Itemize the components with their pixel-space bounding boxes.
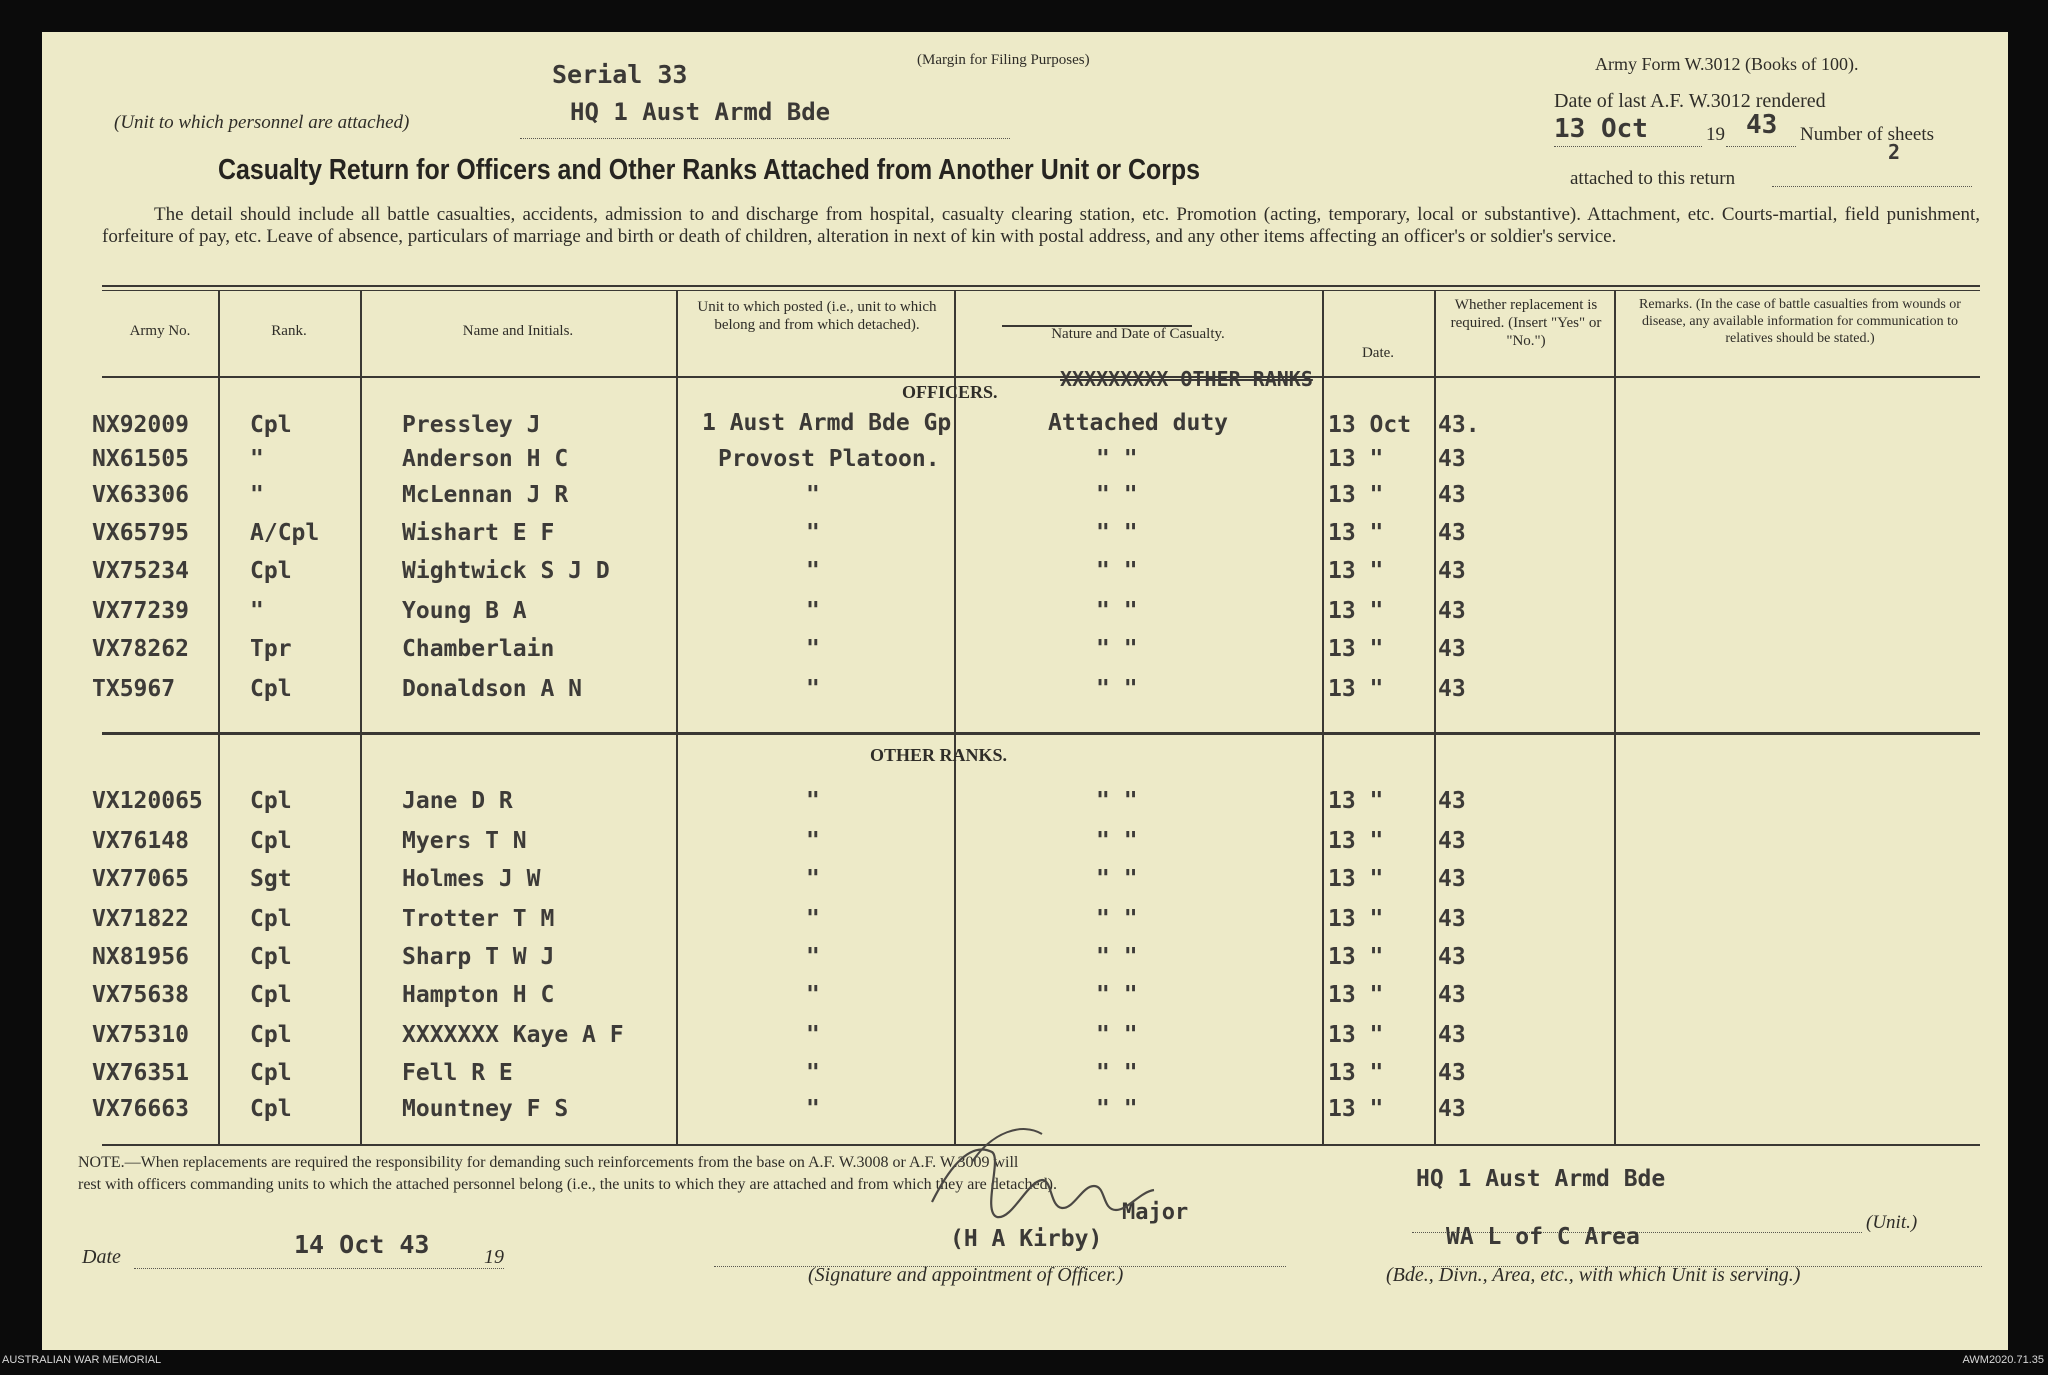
- unit-second: Provost Platoon.: [718, 446, 940, 472]
- col-divider: [1434, 290, 1436, 1144]
- rank-cell: Cpl: [250, 982, 292, 1008]
- year-cell: 43: [1438, 598, 1466, 624]
- name-cell: Donaldson A N: [402, 676, 583, 702]
- year-line: [1726, 142, 1796, 147]
- name-cell: Trotter T M: [402, 906, 555, 932]
- archive-credit: AUSTRALIAN WAR MEMORIAL: [2, 1354, 162, 1366]
- rank-cell: ": [250, 446, 264, 472]
- rank-cell: Cpl: [250, 676, 292, 702]
- army-no-cell: VX120065: [92, 788, 203, 814]
- date-cell: 13 ": [1328, 866, 1384, 892]
- note-line-1: NOTE.—When replacements are required the responsibility for demanding such reinforcements from the base on A.F. W.3008 or A.F. W.3009 will: [78, 1154, 1019, 1171]
- date-line: [134, 1264, 504, 1269]
- year-cell: 43: [1438, 866, 1466, 892]
- margin-note: (Margin for Filing Purposes): [917, 52, 1090, 68]
- rank-cell: Cpl: [250, 1022, 292, 1048]
- unit-cell: ": [806, 906, 820, 932]
- rank-cell: Cpl: [250, 828, 292, 854]
- other-ranks-heading: OTHER RANKS.: [870, 745, 1008, 765]
- signature-caption: (Signature and appointment of Officer.): [808, 1264, 1124, 1286]
- name-cell: Anderson H C: [402, 446, 569, 472]
- date-cell: 13 ": [1328, 520, 1384, 546]
- instructions: The detail should include all battle casualties, accidents, admission to and discharge from hospital, casualty clearing station, etc. Promotion (acting, temporary, local or substantive). Attachment, etc. Courts-martial, field punishment, forfeiture of pay, etc. Leave of absence, particulars of marriage and birth or death of children, alteration in next of kin with postal address, and any other items affecting an officer's or soldier's service.: [102, 204, 1980, 247]
- nature-cell: " ": [1096, 636, 1138, 662]
- nature-cell: " ": [1096, 676, 1138, 702]
- army-no-cell: TX5967: [92, 676, 176, 702]
- year-cell: 43.: [1438, 412, 1480, 438]
- unit-cell: ": [806, 1060, 820, 1086]
- footer-unit-caption: (Unit.): [1866, 1212, 1918, 1233]
- header-date: Date.: [1361, 345, 1395, 361]
- nature-cell: " ": [1096, 982, 1138, 1008]
- year-cell: 43: [1438, 520, 1466, 546]
- nature-cell: " ": [1096, 788, 1138, 814]
- name-cell: Mountney F S: [402, 1096, 569, 1122]
- army-no-cell: NX92009: [92, 412, 189, 438]
- col-divider: [1322, 290, 1324, 1144]
- army-no-cell: VX77239: [92, 598, 189, 624]
- year-cell: 43: [1438, 828, 1466, 854]
- date-value: 14 Oct 43: [294, 1230, 430, 1259]
- nature-cell: " ": [1096, 446, 1138, 472]
- year-label: 19: [1706, 124, 1725, 145]
- name-cell: McLennan J R: [402, 482, 569, 508]
- col-divider: [954, 290, 956, 1144]
- name-cell: Fell R E: [402, 1060, 513, 1086]
- rank-cell: Cpl: [250, 412, 292, 438]
- table-top-rule: [102, 285, 1980, 287]
- army-no-cell: VX78262: [92, 636, 189, 662]
- attached-label: attached to this return: [1570, 168, 1736, 189]
- date-cell: 13 ": [1328, 788, 1384, 814]
- rank-cell: ": [250, 482, 264, 508]
- appointment: Major: [1122, 1200, 1189, 1225]
- last-rendered-value: 13 Oct: [1554, 114, 1648, 144]
- date-cell: 13 ": [1328, 676, 1384, 702]
- date-cell: 13 ": [1328, 446, 1384, 472]
- nature-cell: " ": [1096, 1060, 1138, 1086]
- nature-cell: " ": [1096, 1096, 1138, 1122]
- nature-cell: " ": [1096, 828, 1138, 854]
- header-rank: Rank.: [271, 323, 307, 339]
- note-line-2: rest with officers commanding units to which the attached personnel belong (i.e., the units to which they are attached and from which they are detached).: [78, 1176, 1057, 1193]
- army-no-cell: VX75310: [92, 1022, 189, 1048]
- rank-cell: Cpl: [250, 944, 292, 970]
- name-cell: Myers T N: [402, 828, 527, 854]
- rank-cell: Cpl: [250, 788, 292, 814]
- unit-cell: ": [806, 636, 820, 662]
- unit-cell: ": [806, 788, 820, 814]
- serial-number: Serial 33: [552, 60, 688, 89]
- header-remarks: Remarks. (In the case of battle casualties from wounds or disease, any available information for communication to relatives should be stated.): [1639, 297, 1961, 346]
- year-cell: 43: [1438, 446, 1466, 472]
- table-top-rule-2: [102, 290, 1980, 291]
- unit-cell: ": [806, 828, 820, 854]
- unit-cell: ": [806, 944, 820, 970]
- army-no-cell: NX81956: [92, 944, 189, 970]
- year-cell: 43: [1438, 906, 1466, 932]
- unit-cell: ": [806, 482, 820, 508]
- attached-line: [1772, 182, 1972, 187]
- year-cell: 43: [1438, 788, 1466, 814]
- rank-cell: Cpl: [250, 906, 292, 932]
- header-unit-posted: Unit to which posted (i.e., unit to which belong and from which detached).: [697, 299, 937, 333]
- nature-cell: " ": [1096, 520, 1138, 546]
- name-cell: Wishart E F: [402, 520, 555, 546]
- nature-cell: " ": [1096, 598, 1138, 624]
- nature-cell: " ": [1096, 944, 1138, 970]
- rank-cell: Cpl: [250, 1096, 292, 1122]
- date-cell: 13 ": [1328, 906, 1384, 932]
- unit-caption: (Unit to which personnel are attached): [114, 112, 410, 133]
- unit-cell: ": [806, 598, 820, 624]
- unit-cell: ": [806, 520, 820, 546]
- year-cell: 43: [1438, 1022, 1466, 1048]
- header-army-no: Army No.: [129, 323, 191, 339]
- form-title: Casualty Return for Officers and Other Ranks Attached from Another Unit or Corps: [218, 154, 1201, 186]
- last-rendered-label: Date of last A.F. W.3012 rendered: [1554, 90, 1826, 112]
- name-cell: XXXXXXX Kaye A F: [402, 1022, 624, 1048]
- date-cell: 13 ": [1328, 1022, 1384, 1048]
- army-no-cell: NX61505: [92, 446, 189, 472]
- date-cell: 13 ": [1328, 482, 1384, 508]
- unit-cell: ": [806, 982, 820, 1008]
- area-caption: (Bde., Divn., Area, etc., with which Unit is serving.): [1386, 1264, 1801, 1286]
- struck-heading: XXXXXXXXX OTHER RANKS: [1060, 367, 1313, 391]
- handwritten-signature: [902, 1122, 1182, 1242]
- year-cell: 43: [1438, 558, 1466, 584]
- name-cell: Jane D R: [402, 788, 513, 814]
- army-no-cell: VX76351: [92, 1060, 189, 1086]
- rank-cell: Sgt: [250, 866, 292, 892]
- nature-cell: " ": [1096, 482, 1138, 508]
- name-cell: Hampton H C: [402, 982, 555, 1008]
- rank-cell: ": [250, 598, 264, 624]
- header-nature: Nature and Date of Casualty.: [1051, 326, 1225, 342]
- signatory: (H A Kirby): [950, 1226, 1103, 1252]
- unit-cell: ": [806, 1096, 820, 1122]
- nature-first: Attached duty: [1048, 410, 1229, 436]
- date-cell: 13 ": [1328, 982, 1384, 1008]
- header-replacement: Whether replacement is required. (Insert "Yes" or "No."): [1450, 297, 1602, 349]
- army-no-cell: VX75638: [92, 982, 189, 1008]
- army-no-cell: VX71822: [92, 906, 189, 932]
- nature-cell: " ": [1096, 558, 1138, 584]
- army-no-cell: VX76148: [92, 828, 189, 854]
- officers-heading: OFFICERS.: [902, 382, 998, 402]
- date-year-label: 19: [484, 1246, 504, 1268]
- army-no-cell: VX76663: [92, 1096, 189, 1122]
- date-cell: 13 ": [1328, 598, 1384, 624]
- year-cell: 43: [1438, 636, 1466, 662]
- unit-cell: ": [806, 676, 820, 702]
- rank-cell: Cpl: [250, 1060, 292, 1086]
- name-cell: Sharp T W J: [402, 944, 555, 970]
- header-bottom-rule: [102, 376, 1980, 378]
- name-cell: Chamberlain: [402, 636, 555, 662]
- sheets-label: Number of sheets: [1800, 124, 1935, 145]
- form-id: Army Form W.3012 (Books of 100).: [1595, 54, 1859, 74]
- unit-cell: ": [806, 1022, 820, 1048]
- unit-cell: ": [806, 558, 820, 584]
- nature-cell: " ": [1096, 1022, 1138, 1048]
- unit-value: HQ 1 Aust Armd Bde: [570, 98, 831, 126]
- date-cell: 13 ": [1328, 1060, 1384, 1086]
- area-value: WA L of C Area: [1446, 1224, 1640, 1250]
- year-cell: 43: [1438, 982, 1466, 1008]
- year-value: 43: [1746, 110, 1778, 140]
- date-cell: 13 ": [1328, 944, 1384, 970]
- year-cell: 43: [1438, 1060, 1466, 1086]
- archive-reference: AWM2020.71.35: [1962, 1354, 2044, 1366]
- rank-cell: A/Cpl: [250, 520, 320, 546]
- footer-unit-value: HQ 1 Aust Armd Bde: [1416, 1166, 1666, 1192]
- year-cell: 43: [1438, 944, 1466, 970]
- date-cell: 13 Oct: [1328, 412, 1412, 438]
- nature-cell: " ": [1096, 906, 1138, 932]
- unit-dotted-line: [520, 126, 1010, 139]
- col-divider: [1614, 290, 1616, 1144]
- col-divider: [360, 290, 362, 1144]
- col-divider: [676, 290, 678, 1144]
- date-cell: 13 ": [1328, 636, 1384, 662]
- nature-cell: " ": [1096, 866, 1138, 892]
- unit-cell: ": [806, 866, 820, 892]
- rank-cell: Tpr: [250, 636, 292, 662]
- name-cell: Young B A: [402, 598, 527, 624]
- form-sheet: [42, 32, 2008, 1350]
- section-divider: [102, 732, 1980, 735]
- army-no-cell: VX77065: [92, 866, 189, 892]
- name-cell: Wightwick S J D: [402, 558, 610, 584]
- name-cell: Pressley J: [402, 412, 541, 438]
- army-no-cell: VX75234: [92, 558, 189, 584]
- army-no-cell: VX63306: [92, 482, 189, 508]
- army-no-cell: VX65795: [92, 520, 189, 546]
- year-cell: 43: [1438, 676, 1466, 702]
- date-cell: 13 ": [1328, 1096, 1384, 1122]
- year-cell: 43: [1438, 1096, 1466, 1122]
- unit-first: 1 Aust Armd Bde Gp: [702, 410, 952, 436]
- sheets-value: 2: [1888, 140, 1901, 164]
- name-cell: Holmes J W: [402, 866, 541, 892]
- rank-cell: Cpl: [250, 558, 292, 584]
- date-label: Date: [82, 1246, 121, 1268]
- header-name: Name and Initials.: [462, 323, 574, 339]
- year-cell: 43: [1438, 482, 1466, 508]
- date-cell: 13 ": [1328, 828, 1384, 854]
- date-cell: 13 ": [1328, 558, 1384, 584]
- col-divider: [218, 290, 220, 1144]
